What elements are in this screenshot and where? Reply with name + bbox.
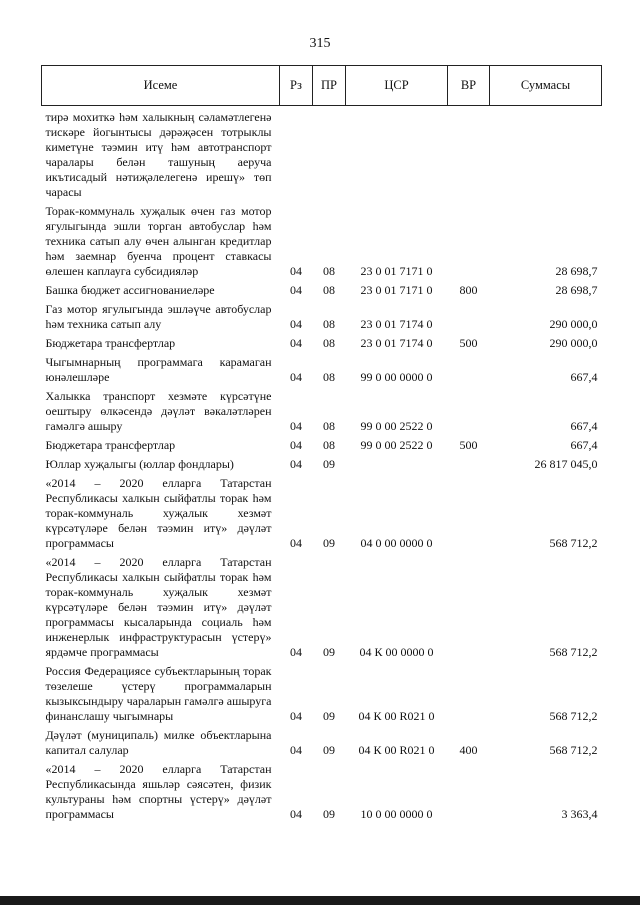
row-csr: 23 0 01 7174 0 bbox=[360, 317, 433, 331]
row-name: Бюджетара трансфертлар bbox=[45, 438, 176, 452]
row-name: Россия Федерациясе субъектларының торак төзелеше үстерү программаларын кызыксындыру чараларын гамәлгә ашыруга финанслашу чыгымнары bbox=[45, 664, 272, 723]
table-row bbox=[42, 474, 602, 553]
row-csr: 04 К 00 R021 0 bbox=[358, 743, 435, 757]
table-row bbox=[42, 334, 602, 353]
row-vr bbox=[448, 455, 490, 474]
row-csr bbox=[346, 455, 448, 474]
row-pr: 08 bbox=[323, 283, 335, 297]
row-name: Халыкка транспорт хезмәте күрсәтүне оештыру өлкәсендә дәүләт вәкаләтләрен гамәлгә ашыру bbox=[45, 389, 272, 433]
row-name: Башка бюджет ассигнованиеләре bbox=[45, 283, 215, 297]
row-vr bbox=[448, 760, 490, 824]
row-vr: 500 bbox=[459, 336, 478, 350]
row-vr: 400 bbox=[459, 743, 478, 757]
row-sum: 568 712,2 bbox=[549, 743, 598, 757]
row-vr: 500 bbox=[459, 438, 478, 452]
header-sum: Суммасы bbox=[490, 66, 602, 106]
row-rz: 04 bbox=[290, 419, 302, 433]
row-csr: 04 К 00 0000 0 bbox=[359, 645, 434, 659]
row-name: «2014 – 2020 елларга Татарстан Республикасында яшьләр сәясәтен, физик культураны һәм спортны үстерү» дәүләт программасы bbox=[45, 762, 272, 821]
row-csr: 10 0 00 0000 0 bbox=[360, 807, 433, 821]
row-pr: 09 bbox=[323, 807, 335, 821]
row-sum bbox=[490, 106, 602, 203]
row-rz: 04 bbox=[290, 645, 302, 659]
row-pr: 08 bbox=[323, 264, 335, 278]
row-sum: 667,4 bbox=[570, 370, 598, 384]
row-rz: 04 bbox=[290, 370, 302, 384]
row-name: Юллар хуҗалыгы (юллар фондлары) bbox=[45, 457, 234, 471]
scan-bottom-edge bbox=[0, 896, 640, 905]
row-csr: 04 К 00 R021 0 bbox=[358, 709, 435, 723]
row-csr: 04 0 00 0000 0 bbox=[360, 536, 433, 550]
row-csr: 23 0 01 7171 0 bbox=[360, 283, 433, 297]
row-vr bbox=[448, 474, 490, 553]
row-pr: 09 bbox=[323, 536, 335, 550]
header-pr: ПР bbox=[313, 66, 346, 106]
page-number: 315 bbox=[309, 36, 331, 51]
row-sum: 568 712,2 bbox=[549, 536, 598, 550]
row-pr: 08 bbox=[323, 336, 335, 350]
row-name: тирә мохиткә һәм халыкның сәламәтлегенә тискәре йогынтысы дәрәҗәсен тотрыклы киметүне тәэмин итү һәм автотранспорт чаралары белән ташуның аеруча икътисадый нәтиҗәлелегенә ирешү» төп чарасы bbox=[45, 110, 272, 199]
row-csr: 23 0 01 7171 0 bbox=[360, 264, 433, 278]
row-vr bbox=[448, 106, 490, 203]
row-csr: 99 0 00 2522 0 bbox=[360, 438, 433, 452]
table-row bbox=[42, 300, 602, 334]
row-name: Бюджетара трансфертлар bbox=[45, 336, 176, 350]
header-vr: ВР bbox=[448, 66, 490, 106]
header-csr: ЦСР bbox=[346, 66, 448, 106]
row-sum: 568 712,2 bbox=[549, 709, 598, 723]
row-csr: 99 0 00 0000 0 bbox=[360, 370, 433, 384]
row-rz: 04 bbox=[290, 283, 302, 297]
table-row bbox=[42, 726, 602, 760]
row-vr: 800 bbox=[459, 283, 478, 297]
row-vr bbox=[448, 300, 490, 334]
row-rz: 04 bbox=[290, 807, 302, 821]
row-sum: 28 698,7 bbox=[555, 283, 598, 297]
row-name: «2014 – 2020 елларга Татарстан Республикасы халкын сыйфатлы торак һәм торак-коммуналь хуҗалык хезмәт күрсәтүләре белән тәэмин итү» дәүләт программасы bbox=[45, 476, 272, 550]
table-header-row bbox=[42, 66, 602, 106]
table-row bbox=[42, 106, 602, 203]
row-rz: 04 bbox=[290, 709, 302, 723]
row-csr bbox=[346, 106, 448, 203]
row-rz: 04 bbox=[290, 438, 302, 452]
row-pr: 09 bbox=[323, 457, 335, 471]
row-vr bbox=[448, 353, 490, 387]
table-row bbox=[42, 202, 602, 281]
row-csr: 23 0 01 7174 0 bbox=[360, 336, 433, 350]
row-sum: 667,4 bbox=[570, 419, 598, 433]
row-pr: 09 bbox=[323, 645, 335, 659]
row-pr: 08 bbox=[323, 317, 335, 331]
table-row bbox=[42, 553, 602, 662]
table-row bbox=[42, 455, 602, 474]
row-pr: 08 bbox=[323, 438, 335, 452]
row-sum: 667,4 bbox=[570, 438, 598, 452]
row-name: Газ мотор ягулыгында эшләүче автобуслар һәм техника сатып алу bbox=[45, 302, 272, 331]
table-row bbox=[42, 353, 602, 387]
row-sum: 568 712,2 bbox=[549, 645, 598, 659]
table-row bbox=[42, 281, 602, 300]
row-vr bbox=[448, 202, 490, 281]
header-name: Исеме bbox=[42, 66, 280, 106]
row-sum: 26 817 045,0 bbox=[534, 457, 598, 471]
row-rz bbox=[280, 106, 313, 203]
row-sum: 290 000,0 bbox=[549, 336, 598, 350]
row-sum: 3 363,4 bbox=[561, 807, 598, 821]
row-pr: 08 bbox=[323, 370, 335, 384]
row-rz: 04 bbox=[290, 536, 302, 550]
budget-table bbox=[41, 65, 602, 824]
header-rz: Рз bbox=[280, 66, 313, 106]
row-rz: 04 bbox=[290, 457, 302, 471]
table-row bbox=[42, 387, 602, 436]
row-name: «2014 – 2020 елларга Татарстан Республикасы халкын сыйфатлы торак һәм торак-коммуналь хуҗалык хезмәт күрсәтүләре белән тәэмин итү» дәүләт программасы кысаларында социаль һәм инженерлык инфраструктурасын үстерү» ярдәмче программасы bbox=[45, 555, 272, 659]
row-vr bbox=[448, 553, 490, 662]
row-name: Торак-коммуналь хуҗалык өчен газ мотор ягулыгында эшли торган автобуслар һәм техника сатып алу өчен алынган кредитлар һәм заемнар буенча процент ставкасы өлешен каплауга субсидияләр bbox=[45, 204, 272, 278]
row-pr: 08 bbox=[323, 419, 335, 433]
row-vr bbox=[448, 662, 490, 726]
row-rz: 04 bbox=[290, 743, 302, 757]
row-sum: 290 000,0 bbox=[549, 317, 598, 331]
row-pr: 09 bbox=[323, 709, 335, 723]
row-name: Дәүләт (муниципаль) милке объектларына капитал салулар bbox=[45, 728, 272, 757]
row-pr bbox=[313, 106, 346, 203]
row-name: Чыгымнарның программага карамаган юнәлешләре bbox=[45, 355, 272, 384]
row-rz: 04 bbox=[290, 264, 302, 278]
row-sum: 28 698,7 bbox=[555, 264, 598, 278]
row-pr: 09 bbox=[323, 743, 335, 757]
table-row bbox=[42, 662, 602, 726]
table-row bbox=[42, 760, 602, 824]
row-rz: 04 bbox=[290, 317, 302, 331]
row-csr: 99 0 00 2522 0 bbox=[360, 419, 433, 433]
row-vr bbox=[448, 387, 490, 436]
table-row bbox=[42, 436, 602, 455]
row-rz: 04 bbox=[290, 336, 302, 350]
